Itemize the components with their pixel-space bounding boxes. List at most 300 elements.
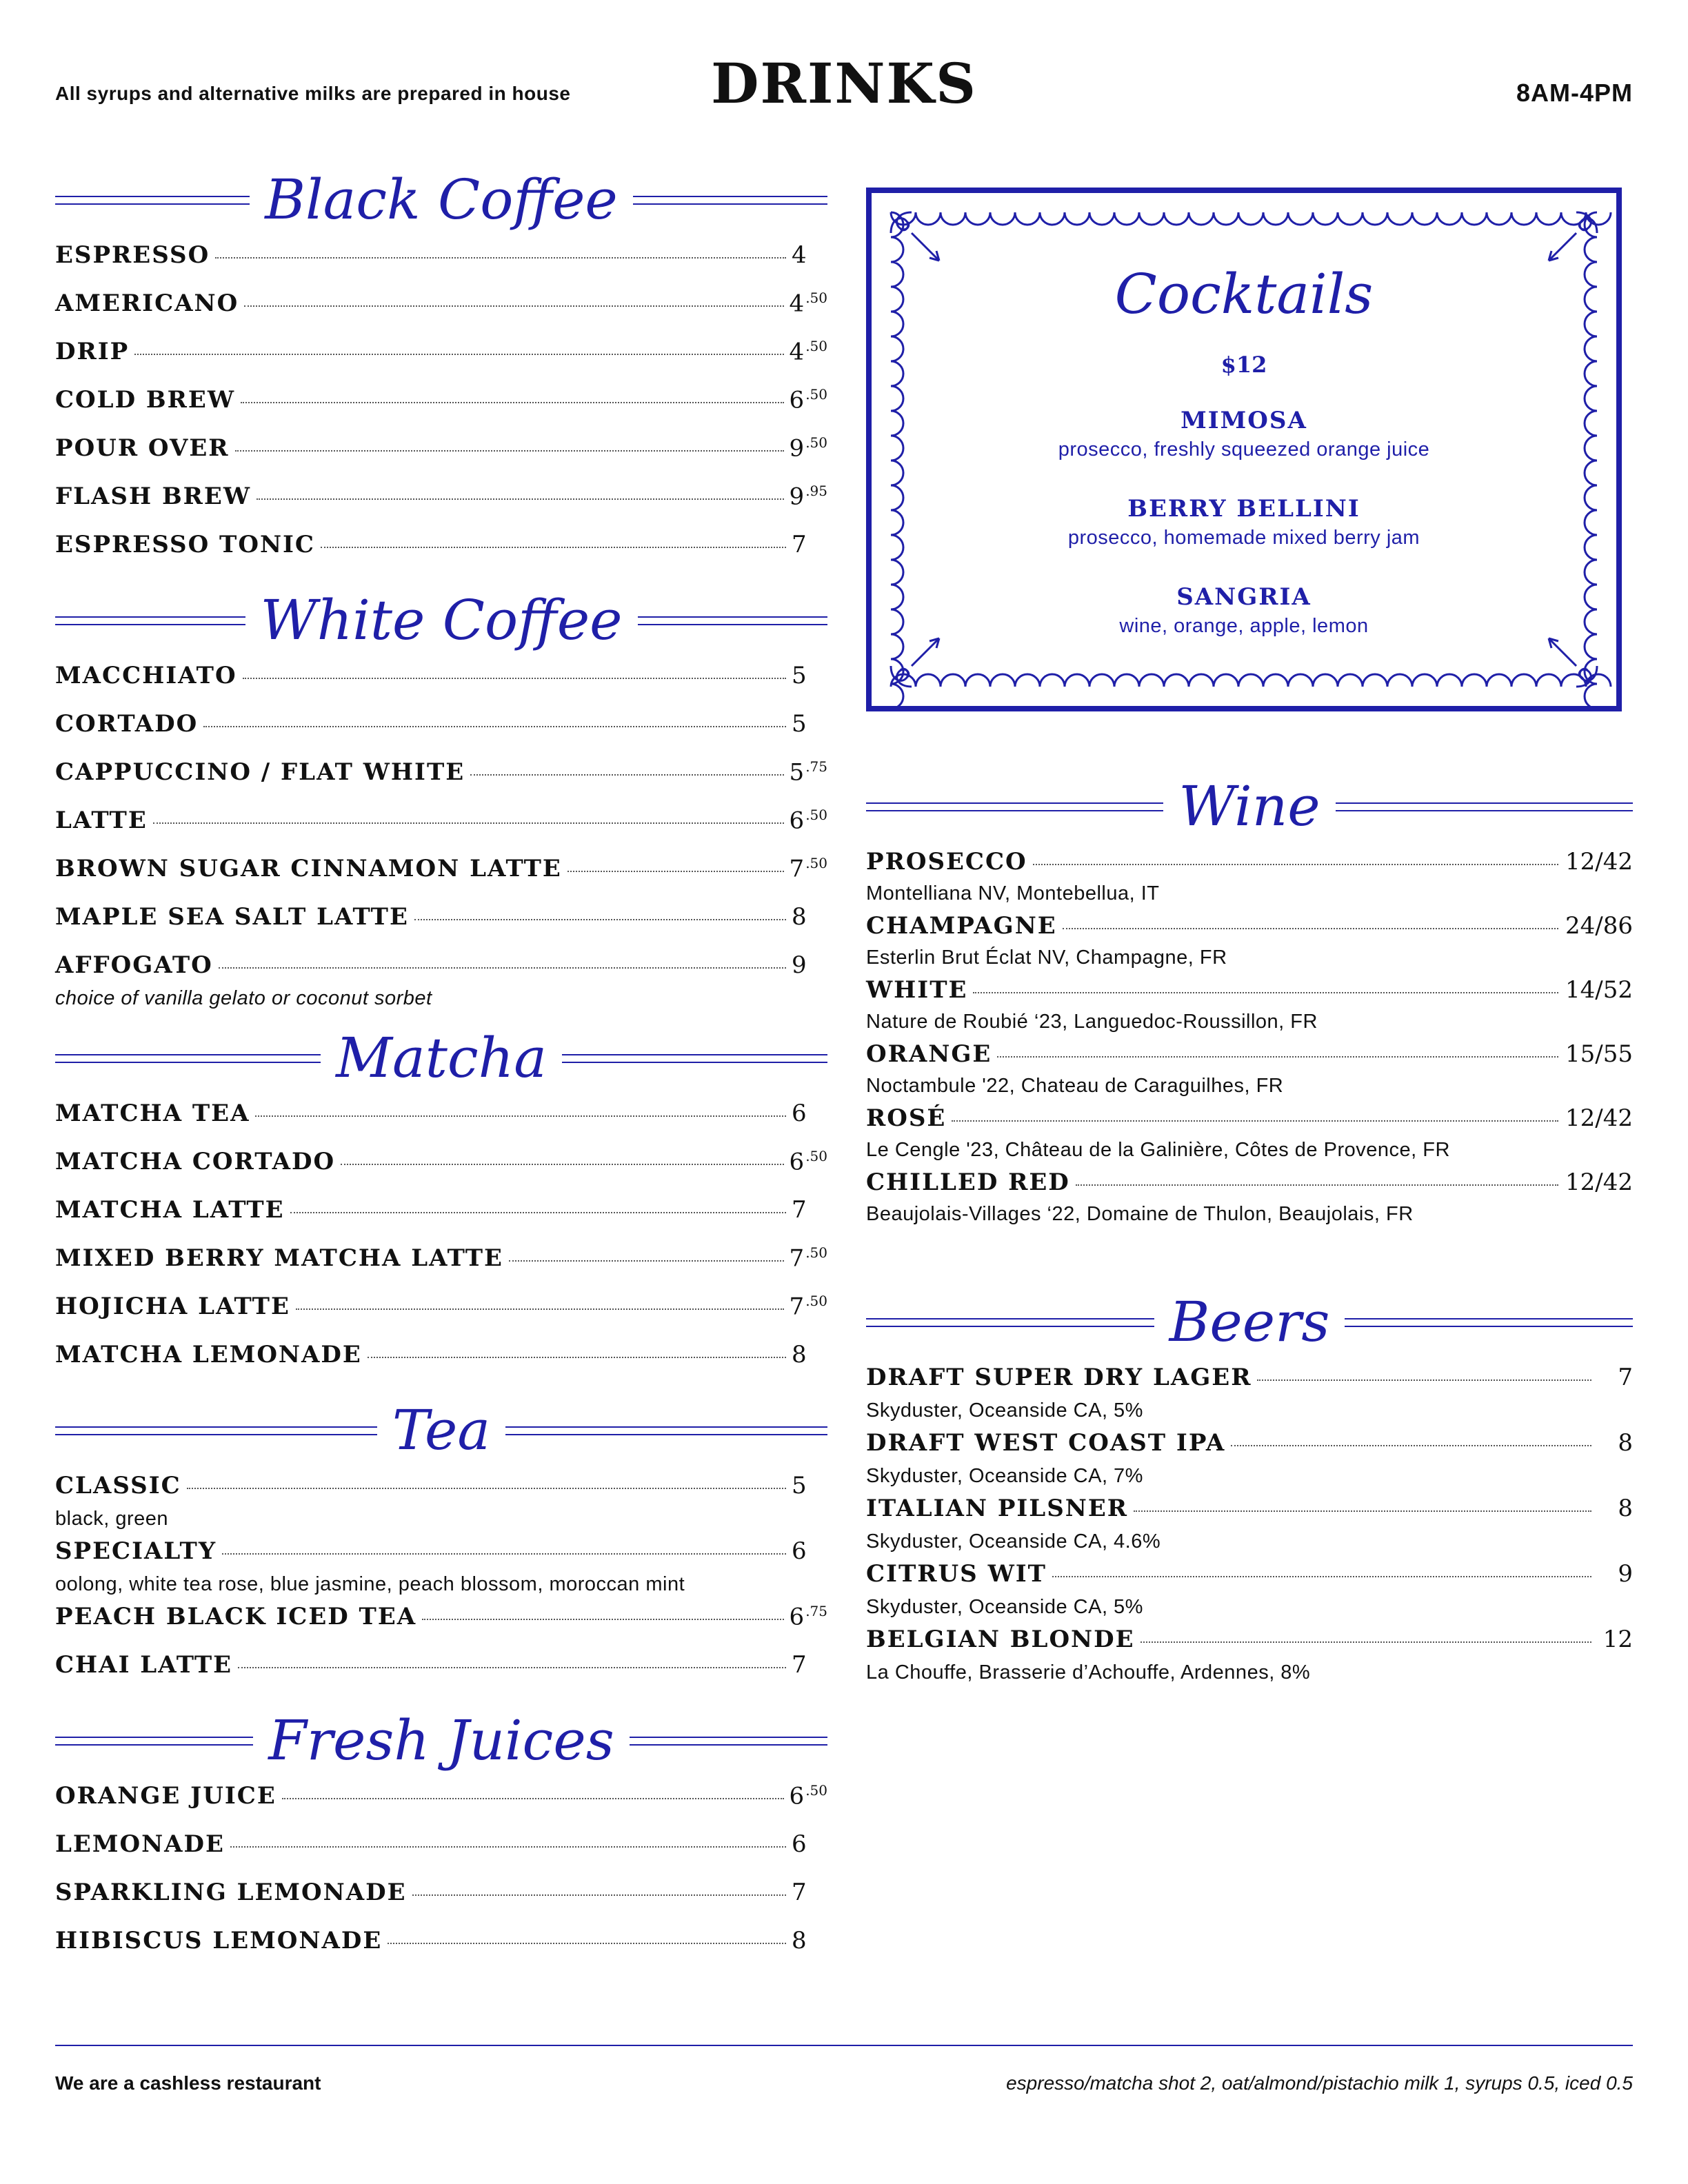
item-name: ORANGE — [866, 1040, 992, 1068]
item-name: SPARKLING LEMONADE — [55, 1879, 407, 1906]
dot-leader — [1141, 1641, 1591, 1643]
item-name: ORANGE JUICE — [55, 1782, 277, 1810]
menu-item — [55, 1603, 827, 1651]
menu-item-row — [55, 1100, 827, 1141]
item-description: oolong, white tea rose, blue jasmine, peach blossom, moroccan mint — [55, 1573, 685, 1595]
menu-item — [866, 1040, 1633, 1104]
section-header — [55, 1017, 827, 1100]
dot-leader — [257, 498, 784, 500]
section-spacer — [866, 1233, 1633, 1281]
menu-item-row — [55, 1293, 827, 1334]
cocktails-price: $12 — [1220, 352, 1267, 378]
menu-item-row — [866, 1364, 1633, 1405]
item-name: BROWN SUGAR CINNAMON LATTE — [55, 855, 562, 883]
menu-item — [55, 1830, 827, 1879]
item-name: MATCHA CORTADO — [55, 1148, 336, 1176]
section-title: White Coffee — [260, 588, 623, 652]
price-value: 12/42 — [1565, 1104, 1633, 1132]
item-price — [792, 903, 827, 931]
cocktail-name: SANGRIA — [1176, 583, 1312, 611]
price-value: 8 — [792, 1341, 807, 1368]
item-price — [790, 758, 827, 786]
item-price — [792, 1651, 827, 1679]
price-value: 8 — [1618, 1429, 1633, 1457]
price-value: 12/42 — [1565, 848, 1633, 876]
price-cents: .50 — [805, 290, 827, 306]
menu-item — [55, 951, 827, 1017]
menu-item — [55, 290, 827, 338]
dot-leader — [134, 354, 783, 355]
dot-leader — [412, 1894, 786, 1896]
item-name: DRIP — [55, 338, 130, 366]
menu-item — [866, 1104, 1633, 1169]
menu-item-row — [866, 1495, 1633, 1536]
menu-item-row — [55, 338, 827, 379]
item-name: HIBISCUS LEMONADE — [55, 1927, 383, 1954]
dot-leader — [255, 1115, 786, 1117]
menu-item — [55, 758, 827, 807]
item-price — [792, 1100, 827, 1127]
item-description: Beaujolais-Villages ‘22, Domaine de Thulon, Beaujolais, FR — [866, 1203, 1414, 1225]
dot-leader — [1063, 928, 1558, 929]
item-name: MIXED BERRY MATCHA LATTE — [55, 1244, 503, 1273]
price-value: 8 — [1618, 1495, 1633, 1522]
section-header — [55, 1699, 827, 1782]
item-price — [1564, 848, 1633, 876]
dot-leader — [1052, 1576, 1591, 1577]
item-price — [792, 1879, 827, 1906]
menu-item-row — [55, 1651, 827, 1692]
section-rule-right — [638, 616, 828, 625]
price-value: 14/52 — [1565, 976, 1633, 1004]
item-price — [1564, 1104, 1633, 1132]
menu-item-row — [55, 1537, 827, 1579]
price-value: 6 — [792, 1100, 807, 1127]
price-value: 7 — [792, 1196, 807, 1224]
section-rule-left — [55, 616, 245, 625]
dot-leader — [414, 919, 786, 920]
menu-item — [866, 1429, 1633, 1495]
menu-item — [55, 241, 827, 290]
menu-item — [55, 1244, 827, 1293]
price-value: 9 — [1618, 1560, 1633, 1588]
dot-leader — [222, 1553, 786, 1555]
menu-item — [55, 710, 827, 758]
price-value: 6 — [792, 1830, 807, 1858]
price-cents: .50 — [805, 855, 827, 871]
item-price — [790, 483, 827, 510]
dot-leader — [219, 967, 786, 969]
item-name: PEACH BLACK ICED TEA — [55, 1603, 417, 1631]
price-cents: .95 — [805, 483, 827, 499]
section-rule-right — [1336, 802, 1633, 811]
dot-leader — [1257, 1379, 1591, 1381]
cocktail-name: BERRY BELLINI — [1127, 495, 1360, 523]
menu-section — [55, 579, 827, 1017]
menu-item — [55, 1148, 827, 1196]
item-price — [790, 1603, 827, 1630]
dot-leader — [290, 1212, 786, 1213]
menu-item-row — [866, 1560, 1633, 1601]
section-title: Black Coffee — [265, 168, 618, 232]
price-value: 6 — [789, 807, 805, 835]
section-rule-right — [505, 1426, 827, 1435]
item-description: Skyduster, Oceanside CA, 7% — [866, 1465, 1143, 1487]
item-price — [790, 1293, 827, 1320]
item-name: CHAI LATTE — [55, 1651, 233, 1679]
item-price — [790, 1244, 827, 1272]
section-header — [866, 1281, 1633, 1364]
item-price — [1597, 1364, 1633, 1391]
price-value: 4 — [789, 338, 805, 366]
cocktail-desc: prosecco, homemade mixed berry jam — [1067, 527, 1420, 549]
price-value: 9 — [789, 434, 805, 463]
price-value: 7 — [1618, 1364, 1633, 1391]
item-price — [790, 290, 827, 317]
menu-section — [55, 1017, 827, 1389]
dot-leader — [567, 871, 784, 872]
section-rule-left — [55, 1426, 377, 1435]
dot-leader — [203, 726, 786, 727]
menu-item-row — [55, 1148, 827, 1189]
menu-section — [55, 1699, 827, 1975]
price-value: 12 — [1602, 1626, 1633, 1653]
menu-item — [866, 1560, 1633, 1626]
item-name: DRAFT WEST COAST IPA — [866, 1429, 1226, 1457]
item-description: Skyduster, Oceanside CA, 4.6% — [866, 1530, 1161, 1553]
price-value: 5 — [792, 1472, 807, 1499]
price-value: 7 — [792, 531, 807, 558]
menu-item — [55, 1879, 827, 1927]
dot-leader — [244, 305, 783, 307]
dot-leader — [238, 1667, 786, 1668]
price-cents: .50 — [805, 1293, 827, 1309]
item-name: SPECIALTY — [55, 1537, 217, 1565]
price-cents: .50 — [805, 1782, 827, 1799]
menu-section — [866, 765, 1633, 1233]
section-title: Beers — [1169, 1290, 1330, 1354]
menu-item — [55, 1927, 827, 1975]
menu-item — [55, 531, 827, 579]
section-rule-left — [866, 802, 1163, 811]
dot-leader — [388, 1943, 786, 1944]
menu-item-row — [55, 1879, 827, 1920]
item-price — [1597, 1560, 1633, 1588]
price-cents: .50 — [805, 1148, 827, 1164]
menu-item-row — [55, 1341, 827, 1382]
price-value: 5 — [792, 710, 807, 738]
menu-section — [866, 1281, 1633, 1691]
menu-item — [55, 434, 827, 483]
dot-leader — [422, 1619, 783, 1620]
item-price — [790, 855, 827, 882]
menu-item-row — [55, 1782, 827, 1823]
price-cents: .50 — [805, 434, 827, 451]
dot-leader — [187, 1488, 786, 1489]
dot-leader — [470, 774, 783, 776]
section-header — [55, 579, 827, 662]
item-description: choice of vanilla gelato or coconut sorbet — [55, 987, 432, 1009]
item-name: PROSECCO — [866, 848, 1027, 876]
section-header — [55, 1389, 827, 1472]
dot-leader — [509, 1260, 784, 1262]
menu-item — [55, 807, 827, 855]
item-name: DRAFT SUPER DRY LAGER — [866, 1364, 1252, 1391]
item-name: COLD BREW — [55, 386, 235, 414]
item-description: Le Cengle '23, Château de la Galinière, Côtes de Provence, FR — [866, 1139, 1450, 1161]
item-name: MATCHA LATTE — [55, 1196, 285, 1224]
item-name: POUR OVER — [55, 434, 230, 463]
item-name: CLASSIC — [55, 1472, 181, 1499]
dot-leader — [282, 1798, 784, 1799]
price-value: 6 — [789, 386, 805, 414]
item-name: LEMONADE — [55, 1830, 225, 1858]
menu-item — [866, 1495, 1633, 1560]
item-name: HOJICHA LATTE — [55, 1293, 290, 1321]
cocktail-item — [872, 583, 1616, 638]
item-name: CAPPUCCINO / FLAT WHITE — [55, 758, 465, 787]
cocktails-box — [866, 188, 1622, 711]
item-price — [792, 710, 827, 738]
menu-item-row — [55, 1472, 827, 1513]
dot-leader — [243, 678, 786, 679]
item-price — [1564, 976, 1633, 1004]
right-column — [866, 765, 1633, 1691]
menu-item-row — [55, 1196, 827, 1237]
menu-item — [55, 903, 827, 951]
price-value: 6 — [792, 1537, 807, 1565]
item-name: MATCHA LEMONADE — [55, 1341, 362, 1368]
dot-leader — [341, 1164, 783, 1165]
item-price — [790, 338, 827, 365]
cocktail-desc: prosecco, freshly squeezed orange juice — [1058, 438, 1430, 461]
menu-item — [55, 338, 827, 386]
menu-item — [55, 855, 827, 903]
item-name: AFFOGATO — [55, 951, 213, 979]
price-value: 8 — [792, 1927, 807, 1954]
item-name: MAPLE SEA SALT LATTE — [55, 903, 409, 931]
menu-item — [866, 1169, 1633, 1233]
menu-item — [55, 386, 827, 434]
price-value: 7 — [789, 1244, 805, 1273]
menu-item — [55, 1196, 827, 1244]
corner-ornament-tl — [891, 212, 939, 261]
left-column — [55, 159, 827, 1975]
menu-item — [55, 662, 827, 710]
item-name: ITALIAN PILSNER — [866, 1495, 1129, 1522]
price-value: 12/42 — [1565, 1169, 1633, 1196]
menu-section — [55, 159, 827, 579]
price-value: 7 — [789, 855, 805, 883]
item-name: CORTADO — [55, 710, 199, 738]
price-value: 7 — [792, 1651, 807, 1679]
item-price — [1564, 1169, 1633, 1196]
price-value: 5 — [789, 758, 805, 787]
scallop-border-bottom — [891, 674, 1611, 687]
menu-item-row — [55, 1244, 827, 1286]
dot-leader — [368, 1357, 786, 1358]
price-value: 6 — [789, 1782, 805, 1810]
menu-item — [55, 1472, 827, 1537]
item-price — [1564, 1040, 1633, 1068]
price-value: 24/86 — [1565, 912, 1633, 940]
menu-item-row — [55, 1830, 827, 1872]
section-header — [55, 159, 827, 241]
item-price — [1597, 1626, 1633, 1653]
footer-note: We are a cashless restaurant — [55, 2072, 321, 2094]
cocktails-title: Cocktails — [1114, 262, 1374, 326]
item-price — [792, 951, 827, 979]
dot-leader — [321, 547, 786, 548]
menu-item-row — [866, 1429, 1633, 1470]
dot-leader — [1231, 1445, 1591, 1446]
menu-item — [55, 1100, 827, 1148]
item-name: BELGIAN BLONDE — [866, 1626, 1135, 1653]
item-description: Skyduster, Oceanside CA, 5% — [866, 1596, 1143, 1618]
price-value: 4 — [792, 241, 807, 269]
dot-leader — [296, 1308, 784, 1310]
price-cents: .50 — [805, 338, 827, 354]
menu-item-row — [55, 386, 827, 427]
price-value: 15/55 — [1565, 1040, 1633, 1068]
price-value: 8 — [792, 903, 807, 931]
scallop-border-top — [891, 212, 1611, 225]
price-cents: .50 — [805, 807, 827, 823]
menu-item — [55, 1537, 827, 1603]
item-name: CITRUS WIT — [866, 1560, 1047, 1588]
item-name: AMERICANO — [55, 290, 239, 318]
menu-item — [55, 483, 827, 531]
item-name: WHITE — [866, 976, 968, 1004]
cocktail-item — [872, 495, 1616, 549]
dot-leader — [215, 257, 786, 259]
dot-leader — [1134, 1510, 1591, 1512]
item-price — [792, 1927, 827, 1954]
item-name: ESPRESSO TONIC — [55, 531, 315, 558]
item-description: Nature de Roubié ‘23, Languedoc-Roussillon, FR — [866, 1011, 1318, 1033]
price-value: 7 — [789, 1293, 805, 1321]
item-description: Skyduster, Oceanside CA, 5% — [866, 1399, 1143, 1422]
section-title: Tea — [392, 1398, 491, 1462]
menu-item — [55, 1341, 827, 1389]
cocktail-name: MIMOSA — [1180, 407, 1307, 434]
item-name: CHILLED RED — [866, 1169, 1070, 1196]
dot-leader — [230, 1846, 786, 1848]
item-price — [792, 531, 827, 558]
dot-leader — [973, 992, 1558, 993]
menu-item-row — [55, 807, 827, 848]
menu-item-row — [55, 434, 827, 476]
menu-item-row — [55, 241, 827, 283]
item-price — [792, 1341, 827, 1368]
menu-item-row — [55, 531, 827, 572]
menu-item-row — [55, 1927, 827, 1968]
page-title: DRINKS — [711, 51, 977, 116]
dot-leader — [1033, 864, 1558, 865]
footer-divider — [55, 2045, 1633, 2046]
section-rule-left — [55, 1054, 321, 1063]
price-cents: .50 — [805, 386, 827, 403]
item-price — [792, 1196, 827, 1224]
item-name: ESPRESSO — [55, 241, 210, 269]
item-price — [792, 662, 827, 689]
menu-item — [866, 1626, 1633, 1691]
cocktail-item — [872, 407, 1616, 461]
menu-item — [866, 1364, 1633, 1429]
item-name: MACCHIATO — [55, 662, 237, 689]
item-price — [792, 1472, 827, 1499]
menu-item — [55, 1782, 827, 1830]
dot-leader — [1076, 1184, 1558, 1186]
opening-hours: 8AM-4PM — [1516, 79, 1633, 107]
dot-leader — [235, 450, 784, 452]
menu-item — [866, 976, 1633, 1040]
price-value: 7 — [792, 1879, 807, 1906]
item-price — [1597, 1429, 1633, 1457]
item-price — [790, 807, 827, 834]
section-header — [866, 765, 1633, 848]
item-price — [1564, 912, 1633, 940]
section-title: Matcha — [336, 1026, 547, 1090]
cocktail-desc: wine, orange, apple, lemon — [1119, 615, 1369, 637]
price-value: 9 — [792, 951, 807, 979]
section-title: Fresh Juices — [268, 1708, 614, 1772]
dot-leader — [153, 822, 784, 824]
price-value: 5 — [792, 662, 807, 689]
item-price — [790, 386, 827, 414]
price-value: 4 — [789, 290, 805, 318]
price-value: 6 — [789, 1603, 805, 1631]
item-price — [1597, 1495, 1633, 1522]
menu-item-row — [55, 1603, 827, 1644]
dot-leader — [241, 402, 784, 403]
item-price — [790, 434, 827, 462]
item-price — [792, 241, 827, 269]
section-rule-right — [1345, 1318, 1633, 1327]
item-description: Montelliana NV, Montebellua, IT — [866, 882, 1160, 904]
menu-section — [55, 1389, 827, 1699]
item-name: MATCHA TEA — [55, 1100, 250, 1127]
item-description: Esterlin Brut Éclat NV, Champagne, FR — [866, 947, 1227, 969]
section-rule-left — [866, 1318, 1154, 1327]
corner-ornament-tr — [1549, 212, 1597, 261]
section-rule-right — [633, 196, 827, 205]
menu-item — [55, 1651, 827, 1699]
price-value: 9 — [789, 483, 805, 511]
price-cents: .75 — [805, 1603, 827, 1619]
menu-item — [866, 912, 1633, 976]
menu-item-row — [55, 290, 827, 331]
item-name: CHAMPAGNE — [866, 912, 1057, 940]
menu-item-row — [55, 483, 827, 524]
menu-item-row — [55, 855, 827, 896]
header-note: All syrups and alternative milks are prepared in house — [55, 83, 571, 104]
menu-item-row — [55, 903, 827, 944]
item-price — [790, 1782, 827, 1810]
menu-item — [55, 1293, 827, 1341]
menu-item-row — [55, 758, 827, 800]
item-price — [792, 1537, 827, 1565]
price-value: 6 — [789, 1148, 805, 1176]
item-description: La Chouffe, Brasserie d’Achouffe, Ardennes, 8% — [866, 1661, 1311, 1684]
price-cents: .75 — [805, 758, 827, 775]
item-name: LATTE — [55, 807, 148, 835]
section-rule-right — [630, 1737, 827, 1746]
dot-leader — [997, 1056, 1558, 1058]
dot-leader — [952, 1120, 1558, 1122]
menu-item — [866, 848, 1633, 912]
menu-item-row — [55, 710, 827, 751]
